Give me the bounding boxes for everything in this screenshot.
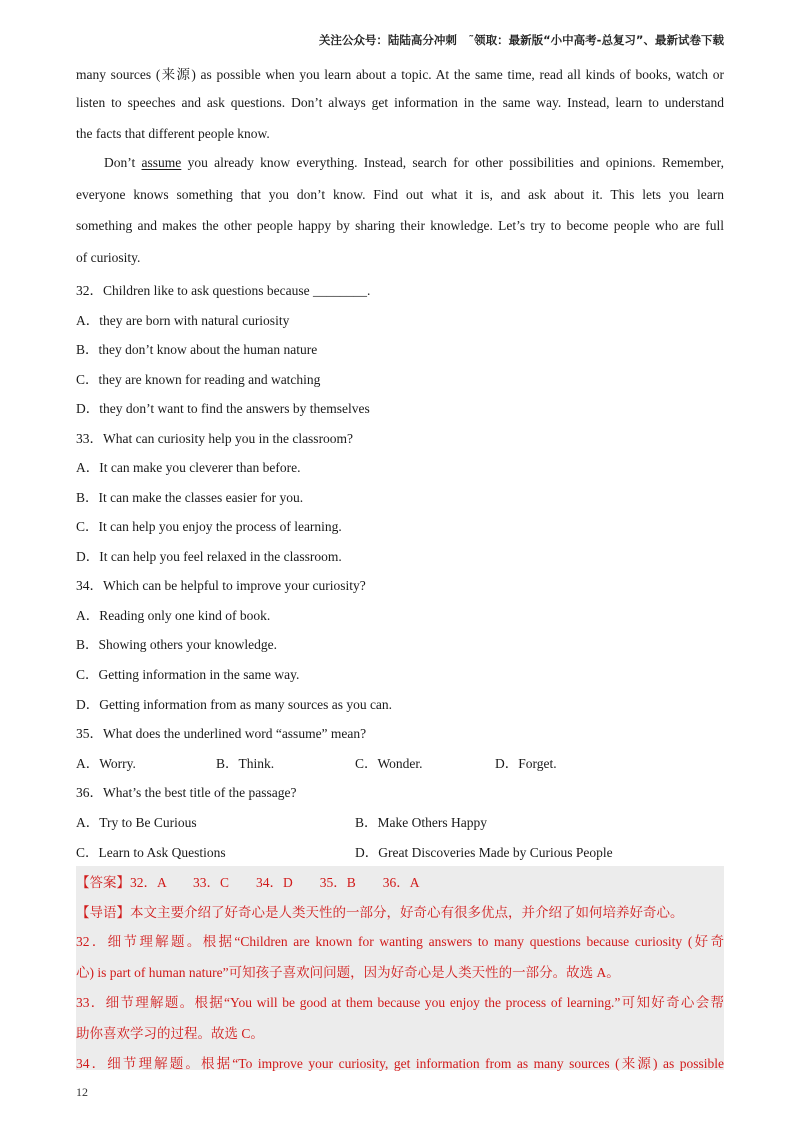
question-34-option-a: A．Reading only one kind of book.	[76, 608, 271, 623]
question-33-option-b: B．It can make the classes easier for you.	[76, 490, 304, 505]
question-34-option-d: D．Getting information from as many sources as you can.	[76, 697, 393, 712]
question-35-stem: 35．What does the underlined word “assume” mean?	[76, 726, 367, 741]
passage-line: listen to speeches and ask questions. Don’t always get information in the same way. Instead, learn to understand	[76, 95, 724, 110]
question-33-stem: 33．What can curiosity help you in the classroom?	[76, 431, 354, 446]
question-35-option-a: A．Worry.	[76, 756, 136, 771]
passage-line-assume	[104, 155, 724, 171]
passage-line: the facts that different people know.	[76, 126, 270, 141]
question-36-stem: 36．What’s the best title of the passage?	[76, 785, 297, 800]
question-36-option-a: A．Try to Be Curious	[76, 815, 197, 830]
question-33-option-a: A．It can make you cleverer than before.	[76, 460, 301, 475]
explanation-33-line-1: 33．细节理解题。根据“You will be good at them because you enjoy the process of learning.”可知好奇心会帮	[76, 995, 724, 1010]
question-32-option-a: A．they are born with natural curiosity	[76, 313, 290, 328]
question-34-stem: 34．Which can be helpful to improve your curiosity?	[76, 578, 366, 593]
question-35-option-c: C．Wonder.	[355, 756, 423, 771]
underlined-word-assume: assume	[141, 155, 182, 170]
passage-text: you already know everything. Instead, search for other possibilities and opinions. Remember,	[187, 155, 724, 170]
question-34-option-c: C．Getting information in the same way.	[76, 667, 300, 682]
question-32-option-b: B．they don’t know about the human nature	[76, 342, 318, 357]
passage-line: everyone knows something that you don’t know. Find out what it is, and ask about it. This lets you learn	[76, 187, 724, 202]
passage-text: Don’t	[104, 155, 136, 170]
question-32-option-c: C．they are known for reading and watching	[76, 372, 321, 387]
answer-intro: 【导语】本文主要介绍了好奇心是人类天性的一部分，好奇心有很多优点，并介绍了如何培养好奇心。	[76, 905, 684, 920]
question-33-option-c: C．It can help you enjoy the process of learning.	[76, 519, 342, 534]
page-header: 关注公众号：陆陆高分冲刺 ˜领取：最新版“小中高考-总复习”、最新试卷下载	[318, 33, 724, 47]
question-36-option-c: C．Learn to Ask Questions	[76, 845, 226, 860]
passage-line: of curiosity.	[76, 250, 141, 265]
explanation-32-line-2: 心) is part of human nature”可知孩子喜欢问问题，因为好奇心是人类天性的一部分。故选 A。	[76, 965, 620, 980]
answer-key: 【答案】32．A 33．C 34．D 35．B 36．A	[76, 875, 420, 890]
passage-line: something and makes the other people happy by sharing their knowledge. Let’s try to become people who are full	[76, 218, 724, 233]
explanation-33-line-2: 助你喜欢学习的过程。故选 C。	[76, 1026, 264, 1041]
question-36-option-b: B．Make Others Happy	[355, 815, 487, 830]
page-number: 12	[76, 1085, 88, 1099]
question-33-option-d: D．It can help you feel relaxed in the classroom.	[76, 549, 342, 564]
answer-explanation-box	[76, 866, 724, 1070]
question-35-option-d: D．Forget.	[495, 756, 557, 771]
question-32-option-d: D．they don’t want to find the answers by themselves	[76, 401, 370, 416]
question-32-stem: 32．Children like to ask questions because ________.	[76, 283, 371, 298]
explanation-34-line-1: 34．细节理解题。根据“To improve your curiosity, get information from as many sources (来源) as possible	[76, 1056, 724, 1071]
question-34-option-b: B．Showing others your knowledge.	[76, 637, 277, 652]
question-35-option-b: B．Think.	[216, 756, 275, 771]
question-36-option-d: D．Great Discoveries Made by Curious People	[355, 845, 613, 860]
passage-line: many sources (来源) as possible when you learn about a topic. At the same time, read all kinds of books, watch or	[76, 67, 724, 82]
explanation-32-line-1: 32．细节理解题。根据“Children are known for wanting answers to many questions because curiosity (好奇	[76, 934, 724, 949]
